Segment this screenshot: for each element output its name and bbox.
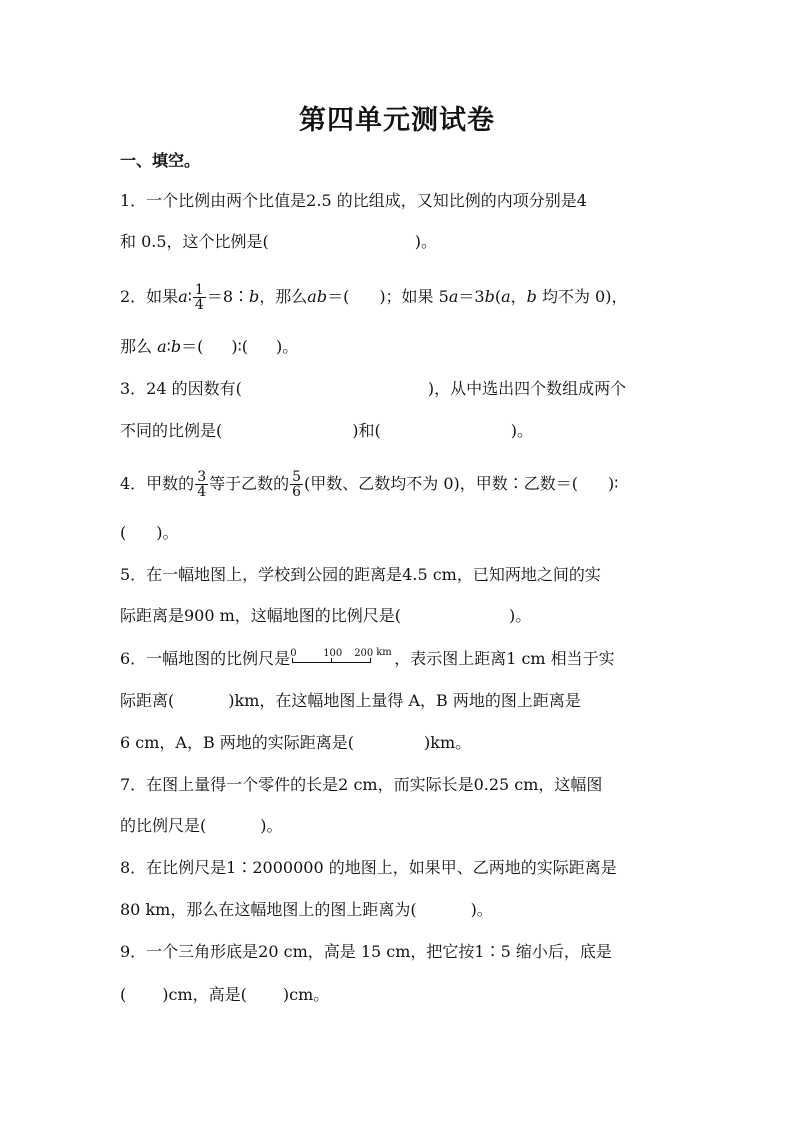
fraction-numerator: 5 xyxy=(292,469,302,485)
q2-text: ＝3 xyxy=(458,287,485,306)
scale-label-200: 200 xyxy=(354,647,374,659)
scale-unit: km xyxy=(376,646,392,658)
q2-text: ( xyxy=(494,287,502,306)
fraction-denominator: 4 xyxy=(194,297,204,313)
question-6-line-3 xyxy=(120,732,471,754)
q7-text: 的比例尺是( xyxy=(120,816,207,835)
variable-b: b xyxy=(526,287,537,306)
q5-text: 际距离是900 m，这幅地图的比例尺是( xyxy=(120,606,402,625)
q4-text: 等于乙数的 xyxy=(209,474,290,493)
question-7-line-1: 7．在图上量得一个零件的长是2 cm，而实际长是0.25 cm，这幅图 xyxy=(120,775,603,794)
scale-label-100: 100 xyxy=(323,647,343,659)
fraction-numerator: 1 xyxy=(194,282,204,298)
q6-text: 际距离( xyxy=(120,691,175,710)
q9-text: )cm，高是( xyxy=(162,985,247,1004)
q2-text: ， xyxy=(510,287,527,306)
q4-text: 4．甲数的 xyxy=(120,474,195,493)
q6-text: 6．一幅地图的比例尺是 xyxy=(120,649,291,668)
question-7-line-2 xyxy=(120,815,283,837)
q3-text: )和( xyxy=(352,421,381,440)
q6-text: )km，在这幅地图上量得 A，B 两地的图上距离是 xyxy=(228,691,581,710)
q1-text-end: )。 xyxy=(414,232,438,251)
question-8-line-2 xyxy=(120,899,493,921)
q2-text: ＝( xyxy=(181,337,204,356)
section-heading: 一、填空。 xyxy=(120,151,201,170)
q2-text: ＝( xyxy=(327,287,350,306)
q3-text: 不同的比例是( xyxy=(120,421,223,440)
question-1-line-2 xyxy=(120,231,437,253)
q8-text: 80 km，那么在这幅地图上的图上距离为( xyxy=(120,900,417,919)
variable-b: b xyxy=(170,337,182,356)
q6-text: ，表示图上距离1 cm 相当于实 xyxy=(394,649,615,668)
q4-text: )。 xyxy=(156,523,179,542)
question-5-line-1: 5．在一幅地图上，学校到公园的距离是4.5 cm，已知两地之间的实 xyxy=(120,565,601,584)
q4-text: ( xyxy=(120,523,127,542)
question-5-line-2 xyxy=(120,605,531,627)
variable-a: a xyxy=(448,287,459,306)
q2-text: 均不为 0)， xyxy=(536,287,628,306)
q4-text: (甲数、乙数均不为 0)，甲数∶乙数＝( xyxy=(304,474,579,493)
question-2-line-1 xyxy=(120,283,627,312)
question-2-line-2 xyxy=(120,336,298,358)
q2-text: 那么 xyxy=(120,337,153,356)
q9-text: ( xyxy=(120,985,127,1004)
ratio-colon: ∶ xyxy=(166,337,171,356)
q2-text: )∶( xyxy=(231,337,248,356)
question-4-line-2 xyxy=(120,522,179,544)
fraction-three-quarters xyxy=(195,470,208,499)
q7-text: )。 xyxy=(260,816,283,835)
q3-text: )，从中选出四个数组成两个 xyxy=(427,379,627,398)
question-4-line-1 xyxy=(120,470,618,499)
scale-label-0: 0 xyxy=(290,647,297,659)
question-1-line-1: 1．一个比例由两个比值是2.5 的比组成，又知比例的内项分别是4 xyxy=(120,191,587,210)
q9-text: )cm。 xyxy=(282,985,330,1004)
variable-a: a xyxy=(157,337,167,356)
question-9-line-1: 9．一个三角形底是20 cm，高是 15 cm，把它按1∶5 缩小后，底是 xyxy=(120,942,612,961)
scale-bar xyxy=(290,646,394,671)
fraction-denominator: 4 xyxy=(197,484,207,500)
q6-text: )km。 xyxy=(424,733,472,752)
variable-a: a xyxy=(501,287,511,306)
fraction-five-sixths xyxy=(290,470,303,499)
q2-text: 2．如果 xyxy=(120,287,179,306)
variable-a: a xyxy=(178,287,188,306)
question-3-line-2 xyxy=(120,420,533,442)
question-6-line-2 xyxy=(120,690,581,712)
question-9-line-2 xyxy=(120,984,329,1006)
q4-text: )∶ xyxy=(608,474,619,493)
q8-text: )。 xyxy=(470,900,493,919)
fraction-one-quarter xyxy=(193,283,206,312)
variable-ab: ab xyxy=(307,287,328,306)
variable-b: b xyxy=(249,287,260,306)
q6-text: 6 cm，A，B 两地的实际距离是( xyxy=(120,733,355,752)
question-6-line-1 xyxy=(120,648,615,671)
variable-b: b xyxy=(484,287,495,306)
q1-text: 和 0.5，这个比例是( xyxy=(120,232,269,251)
fraction-denominator: 6 xyxy=(292,484,302,500)
question-3-line-1 xyxy=(120,378,626,400)
q2-text: ，那么 xyxy=(259,287,308,306)
q2-text: )。 xyxy=(275,337,299,356)
ratio-colon: ∶ xyxy=(187,287,192,306)
q5-text: )。 xyxy=(509,606,532,625)
q3-text: 3．24 的因数有( xyxy=(120,379,242,398)
question-8-line-1: 8．在比例尺是1∶2000000 的地图上，如果甲、乙两地的实际距离是 xyxy=(120,858,617,877)
q3-text: )。 xyxy=(510,421,533,440)
page-title: 第四单元测试卷 xyxy=(299,105,495,136)
q2-text: ＝8∶ xyxy=(206,287,250,306)
q2-text: )；如果 5 xyxy=(379,287,449,306)
fraction-numerator: 3 xyxy=(197,469,207,485)
